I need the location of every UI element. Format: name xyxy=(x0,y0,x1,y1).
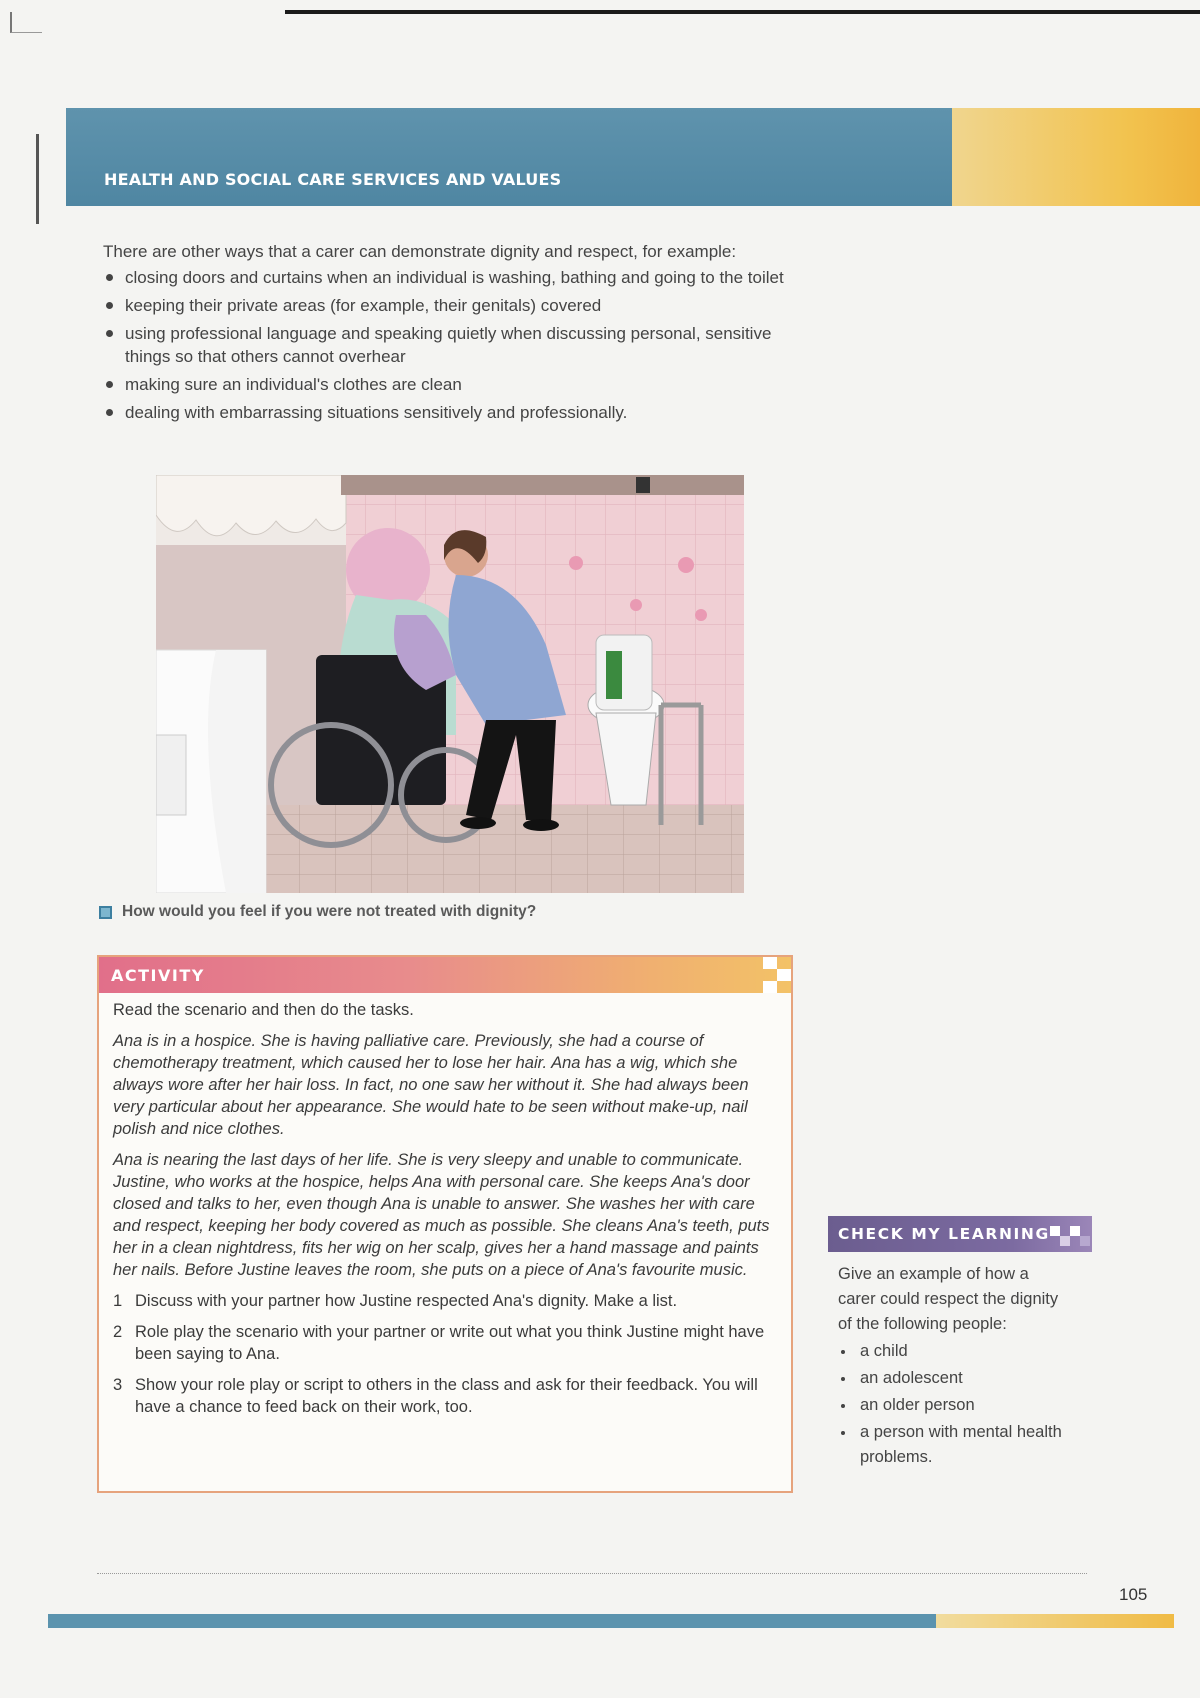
task-number: 3 xyxy=(113,1376,123,1394)
footer-yellow-band xyxy=(936,1614,1174,1628)
list-item: making sure an individual's clothes are clean xyxy=(103,373,793,396)
activity-title: ACTIVITY xyxy=(111,966,205,985)
list-item: a person with mental health problems. xyxy=(838,1420,1068,1470)
caption-square-icon xyxy=(99,906,112,919)
checker-icon xyxy=(1050,1222,1090,1248)
task-text: Discuss with your partner how Justine respected Ana's dignity. Make a list. xyxy=(135,1292,678,1310)
scenario-paragraph: Ana is nearing the last days of her life. She is very sleepy and unable to communicate. Justine, who works at the hospice, helps Ana with personal care. She keeps Ana's door closed and talks to her, even though Ana is unable to answer. She washes her with care and respect, keeping her body covered as much as possible. She cleans Ana's teeth, puts her in a clean nightdress, fits her wig on her scalp, gives her a hand massage and paints her nails. Before Justine leaves the room, she puts on a piece of Ana's favourite music. xyxy=(113,1151,770,1279)
footer-blue-band xyxy=(48,1614,936,1628)
caption-text: How would you feel if you were not treated with dignity? xyxy=(122,903,537,920)
margin-bar xyxy=(36,134,39,224)
section-header xyxy=(66,108,1200,206)
list-item: closing doors and curtains when an individual is washing, bathing and going to the toilet xyxy=(103,266,793,289)
activity-instruction: Read the scenario and then do the tasks. xyxy=(113,1001,414,1019)
care-photo xyxy=(156,475,744,893)
task-number: 1 xyxy=(113,1292,123,1310)
task-number: 2 xyxy=(113,1323,123,1341)
footer-rule xyxy=(97,1573,1087,1574)
task-text: Show your role play or script to others in the class and ask for their feedback. You will have a chance to feed back on their work, too. xyxy=(135,1376,758,1416)
top-rule xyxy=(285,10,1200,14)
check-my-learning-body xyxy=(838,1262,1068,1472)
task-text: Role play the scenario with your partner or write out what you think Justine might have been saying to Ana. xyxy=(135,1323,765,1363)
crop-mark xyxy=(10,12,42,33)
task-item xyxy=(113,1374,783,1418)
task-list xyxy=(113,1290,783,1418)
page-number: 105 xyxy=(1119,1585,1148,1604)
list-item: dealing with embarrassing situations sensitively and professionally. xyxy=(103,401,793,424)
dignity-list xyxy=(103,266,793,429)
intro-text: There are other ways that a carer can demonstrate dignity and respect, for example: xyxy=(103,242,737,261)
list-item: an adolescent xyxy=(838,1366,1068,1391)
task-item xyxy=(113,1321,783,1365)
footer-band xyxy=(48,1614,1174,1628)
photo-caption xyxy=(99,903,536,921)
people-list xyxy=(838,1339,1068,1470)
activity-box xyxy=(97,955,793,1493)
list-item: a child xyxy=(838,1339,1068,1364)
activity-body xyxy=(113,999,783,1427)
list-item: using professional language and speaking quietly when discussing personal, sensitive things so that others cannot overhear xyxy=(103,322,793,368)
check-my-learning-title: CHECK MY LEARNING xyxy=(838,1225,1050,1243)
checker-icon xyxy=(763,957,791,993)
check-my-learning-header xyxy=(828,1216,1092,1252)
header-blue-band xyxy=(66,108,952,206)
activity-header xyxy=(99,957,791,993)
task-item xyxy=(113,1290,783,1312)
section-title: HEALTH AND SOCIAL CARE SERVICES AND VALUES xyxy=(104,170,562,189)
check-my-learning-prompt: Give an example of how a carer could respect the dignity of the following people: xyxy=(838,1265,1059,1333)
list-item: an older person xyxy=(838,1393,1068,1418)
header-yellow-band xyxy=(952,108,1200,206)
list-item: keeping their private areas (for example, their genitals) covered xyxy=(103,294,793,317)
scenario-paragraph: Ana is in a hospice. She is having palliative care. Previously, she had a course of chemotherapy treatment, which caused her to lose her hair. Ana has a wig, which she always wore after her hair loss. In fact, no one saw her without it. She had always been very particular about her appearance. She would hate to be seen without make-up, nail polish and nice clothes. xyxy=(113,1032,749,1138)
